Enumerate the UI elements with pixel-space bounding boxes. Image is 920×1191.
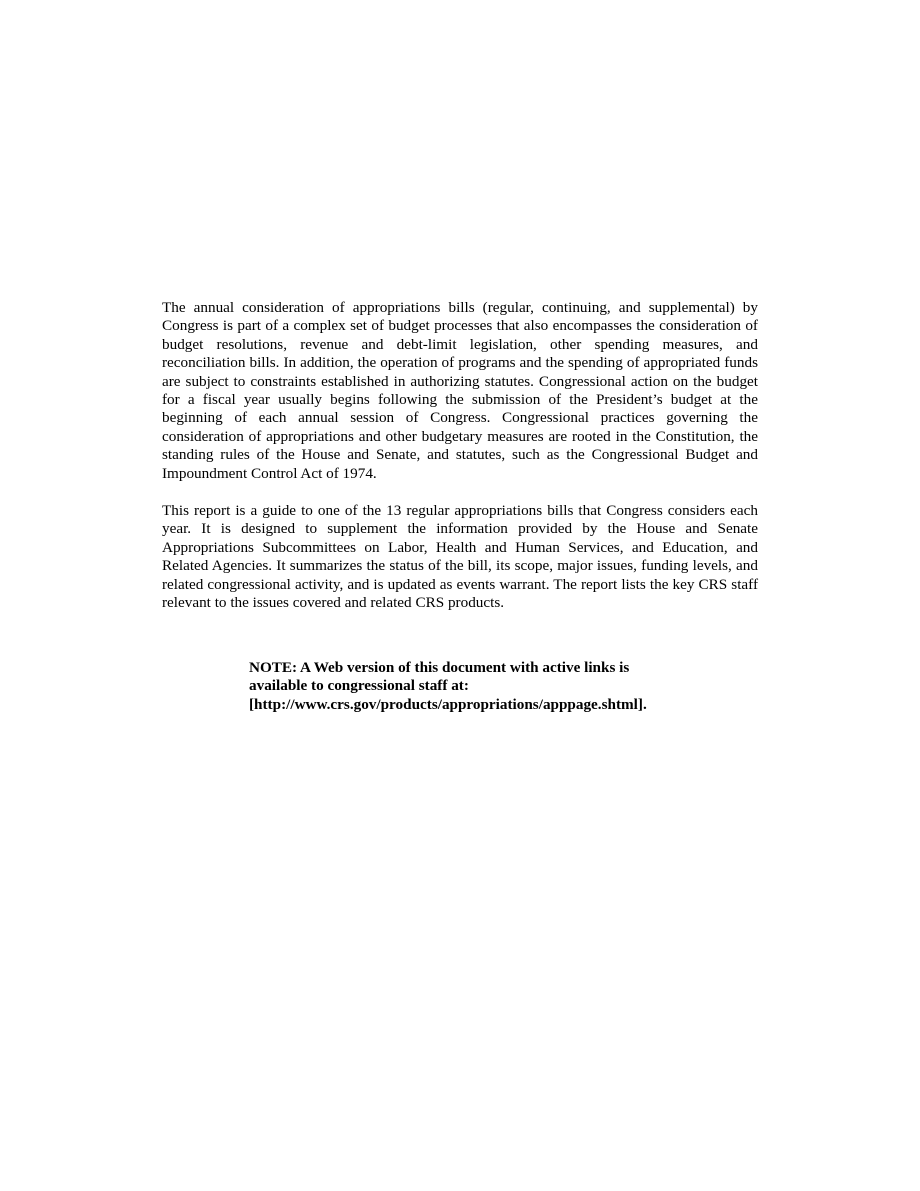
note-line: available to congressional staff at: (249, 677, 469, 695)
intro-paragraph: The annual consideration of appropriations bills (regular, continuing, and supplemental) by Congress is part of a complex set of budget processes that also encompasses the consideration of budget resolutions, revenue and debt-limit legislation, other spending measures, and reconciliation bills. In addition, the operation of programs and the spending of appropriated funds are subject to constraints established in authorizing statutes. Congressional action on the budget for a fiscal year usually begins following the submission of the President’s budget at the beginning of each annual session of Congress. Congressional practices governing the consideration of appropriations and other budgetary measures are rooted in the Constitution, the standing rules of the House and Senate, and statutes, such as the Congressional Budget and Impoundment Control Act of 1974. (162, 299, 758, 482)
web-version-note (249, 659, 729, 714)
report-guide-paragraph: This report is a guide to one of the 13 regular appropriations bills that Congress considers each year. It is designed to supplement the information provided by the House and Senate Appropriations Subcommittees on Labor, Health and Human Services, and Education, and Related Agencies. It summarizes the status of the bill, its scope, major issues, funding levels, and related congressional activity, and is updated as events warrant. The report lists the key CRS staff relevant to the issues covered and related CRS products. (162, 502, 758, 612)
note-url: [http://www.crs.gov/products/appropriations/apppage.shtml]. (249, 695, 647, 713)
note-line: NOTE: A Web version of this document with active links is (249, 659, 630, 676)
